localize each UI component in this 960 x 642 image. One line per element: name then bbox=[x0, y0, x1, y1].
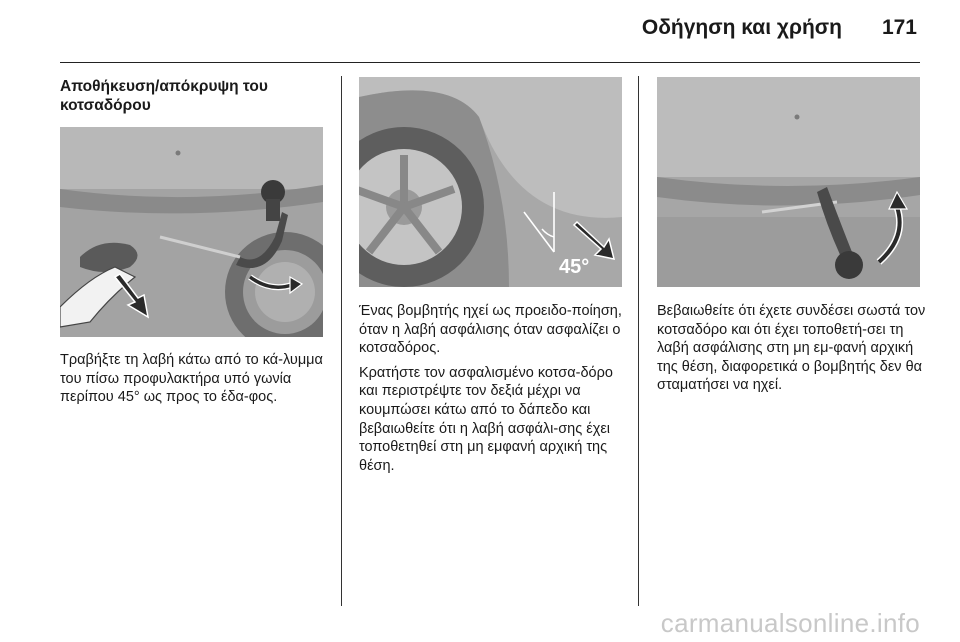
column2-text bbox=[359, 302, 634, 481]
page-header bbox=[60, 0, 920, 63]
column1-paragraph: Τραβήξτε τη λαβή κάτω από το κά-λυμμα του πίσω προφυλακτήρα υπό γωνία περίπου 45° ως προς το έδα-φος. bbox=[60, 352, 323, 406]
header-title: Οδήγηση και χρήση bbox=[641, 16, 842, 39]
column3-text bbox=[657, 302, 932, 401]
watermark: carmanualsonline.info bbox=[660, 608, 920, 638]
figure-45-degree bbox=[359, 77, 622, 287]
page-number: 171 bbox=[881, 16, 917, 39]
figure-pull-handle bbox=[60, 127, 323, 337]
column3-paragraph: Βεβαιωθείτε ότι έχετε συνδέσει σωστά τον κοτσαδόρο και ότι έχει τοποθετή-σει τη λαβή ασφάλισης στη μη εμ-φανή αρχική της θέση, διαφορετικά ο βομβητής δεν θα σταματήσει να ηχεί. bbox=[657, 303, 926, 394]
column2-paragraph-2: Κρατήστε τον ασφαλισμένο κοτσα-δόρο και περιστρέψτε τον δεξιά μέχρι να κουμπώσει κάτω από το δάπεδο και βεβαιωθείτε ότι η λαβή ασφάλι-σης έχει τοποθετηθεί στη μη εμφανή αρχική της θέση. bbox=[359, 364, 613, 474]
section-heading: Αποθήκευση/απόκρυψη του κοτσαδόρου bbox=[60, 78, 268, 114]
column1-text bbox=[60, 351, 330, 413]
column-divider-right bbox=[638, 76, 639, 606]
column2-paragraph-1: Ένας βομβητής ηχεί ως προειδο-ποίηση, όταν η λαβή ασφάλισης όταν ασφαλίζει ο κοτσαδόρος. bbox=[359, 303, 622, 357]
figure-rotate-tow-bar bbox=[657, 77, 920, 287]
angle-label: 45° bbox=[559, 256, 590, 278]
column-divider-left bbox=[341, 76, 342, 606]
